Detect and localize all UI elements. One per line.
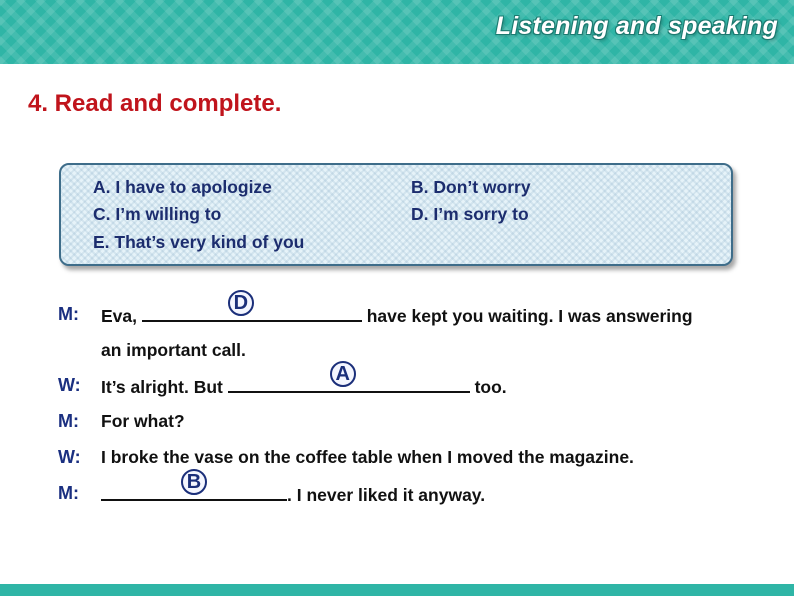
speaker-label: W: [58, 375, 81, 395]
option-d: D. I’m sorry to [411, 204, 529, 224]
option-a: A. I have to apologize [93, 177, 272, 197]
speaker-label: M: [58, 411, 79, 431]
line-text-after: too. [469, 377, 507, 397]
dialogue-line-2 [101, 363, 507, 398]
speaker-label: W: [58, 447, 81, 467]
footer-band [0, 584, 794, 596]
dialogue-line-5 [101, 471, 486, 506]
line-text-before: It’s alright. But [101, 377, 228, 397]
option-c: C. I’m willing to [93, 204, 222, 224]
option-e: E. That’s very kind of you [93, 232, 305, 252]
line-text-after: . I never liked it anyway. [287, 485, 486, 505]
dialogue-line-1 [101, 292, 693, 327]
answer-blank-2[interactable] [228, 363, 470, 393]
section-title: 4. Read and complete. [28, 90, 282, 117]
answer-letter: A [330, 361, 356, 387]
line-text-before: Eva, [101, 306, 142, 326]
speaker-label: M: [58, 483, 79, 503]
answer-letter: B [181, 469, 207, 495]
answer-blank-1[interactable] [142, 292, 362, 322]
answer-letter: D [228, 290, 254, 316]
option-b: B. Don’t worry [411, 177, 531, 197]
dialogue-line-4: I broke the vase on the coffee table when I moved the magazine. [101, 447, 634, 467]
header-title: Listening and speaking [495, 12, 778, 40]
dialogue-line-3: For what? [101, 411, 185, 431]
dialogue-line-1-continuation: an important call. [101, 340, 246, 360]
speaker-label: M: [58, 304, 79, 324]
answer-blank-3[interactable] [101, 471, 287, 501]
header-band [0, 0, 794, 64]
options-box [59, 163, 733, 266]
line-text-after: have kept you waiting. I was answering [361, 306, 693, 326]
